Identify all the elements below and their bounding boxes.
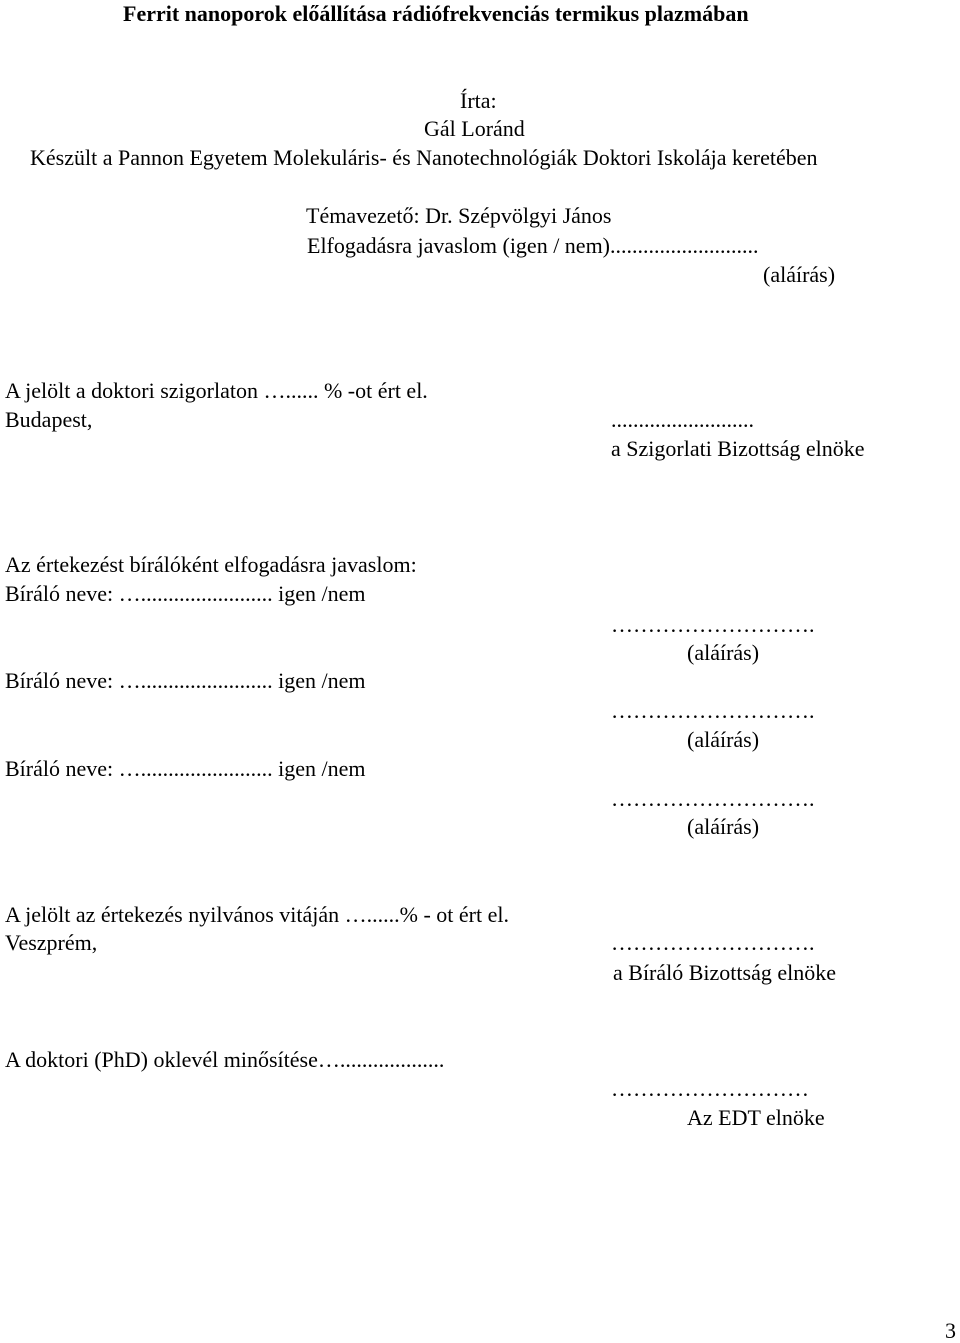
author-name: Gál Loránd — [424, 116, 525, 141]
defense-signature-dots: ………………………. — [611, 930, 815, 955]
defense-result-line: A jelölt az értekezés nyilvános vitáján …......% - ot ért el. — [5, 902, 510, 927]
supervisor-line: Témavezető: Dr. Szépvölgyi János — [306, 203, 612, 228]
qualification-line: A doktori (PhD) oklevél minősítése…................... — [5, 1047, 445, 1072]
reviewer-line: Bíráló neve: …........................ igen /nem — [5, 756, 366, 781]
reviewer-signature-label: (aláírás) — [687, 727, 760, 752]
defense-place: Veszprém, — [5, 930, 98, 955]
exam-chair-role: a Szigorlati Bizottság elnöke — [611, 436, 865, 461]
edt-signature-dots: ……………………… — [611, 1076, 809, 1101]
defense-chair-role: a Bíráló Bizottság elnöke — [613, 960, 836, 985]
edt-chair-role: Az EDT elnöke — [687, 1105, 825, 1130]
reviewer-signature-dots: ………………………. — [611, 698, 815, 723]
reviewer-line: Bíráló neve: …........................ igen /nem — [5, 581, 366, 606]
reviewers-heading: Az értekezést bírálóként elfogadásra javaslom: — [5, 552, 417, 577]
reviewer-line: Bíráló neve: …........................ igen /nem — [5, 668, 366, 693]
page-number: 3 — [945, 1318, 956, 1343]
author-label: Írta: — [460, 88, 497, 113]
reviewer-signature-dots: ………………………. — [611, 786, 815, 811]
exam-signature-dots: .......................... — [611, 407, 754, 432]
reviewer-signature-label: (aláírás) — [687, 640, 760, 665]
exam-place: Budapest, — [5, 407, 93, 432]
exam-result-line: A jelölt a doktori szigorlaton …...... % -ot ért el. — [5, 378, 428, 403]
supervisor-recommendation: Elfogadásra javaslom (igen / nem)........................... — [307, 233, 759, 258]
supervisor-signature-label: (aláírás) — [763, 262, 836, 287]
reviewer-signature-label: (aláírás) — [687, 814, 760, 839]
institution-line: Készült a Pannon Egyetem Molekuláris- és Nanotechnológiák Doktori Iskolája keretében — [30, 145, 818, 170]
document-title: Ferrit nanoporok előállítása rádiófrekvenciás termikus plazmában — [123, 1, 749, 26]
reviewer-signature-dots: ………………………. — [611, 612, 815, 637]
